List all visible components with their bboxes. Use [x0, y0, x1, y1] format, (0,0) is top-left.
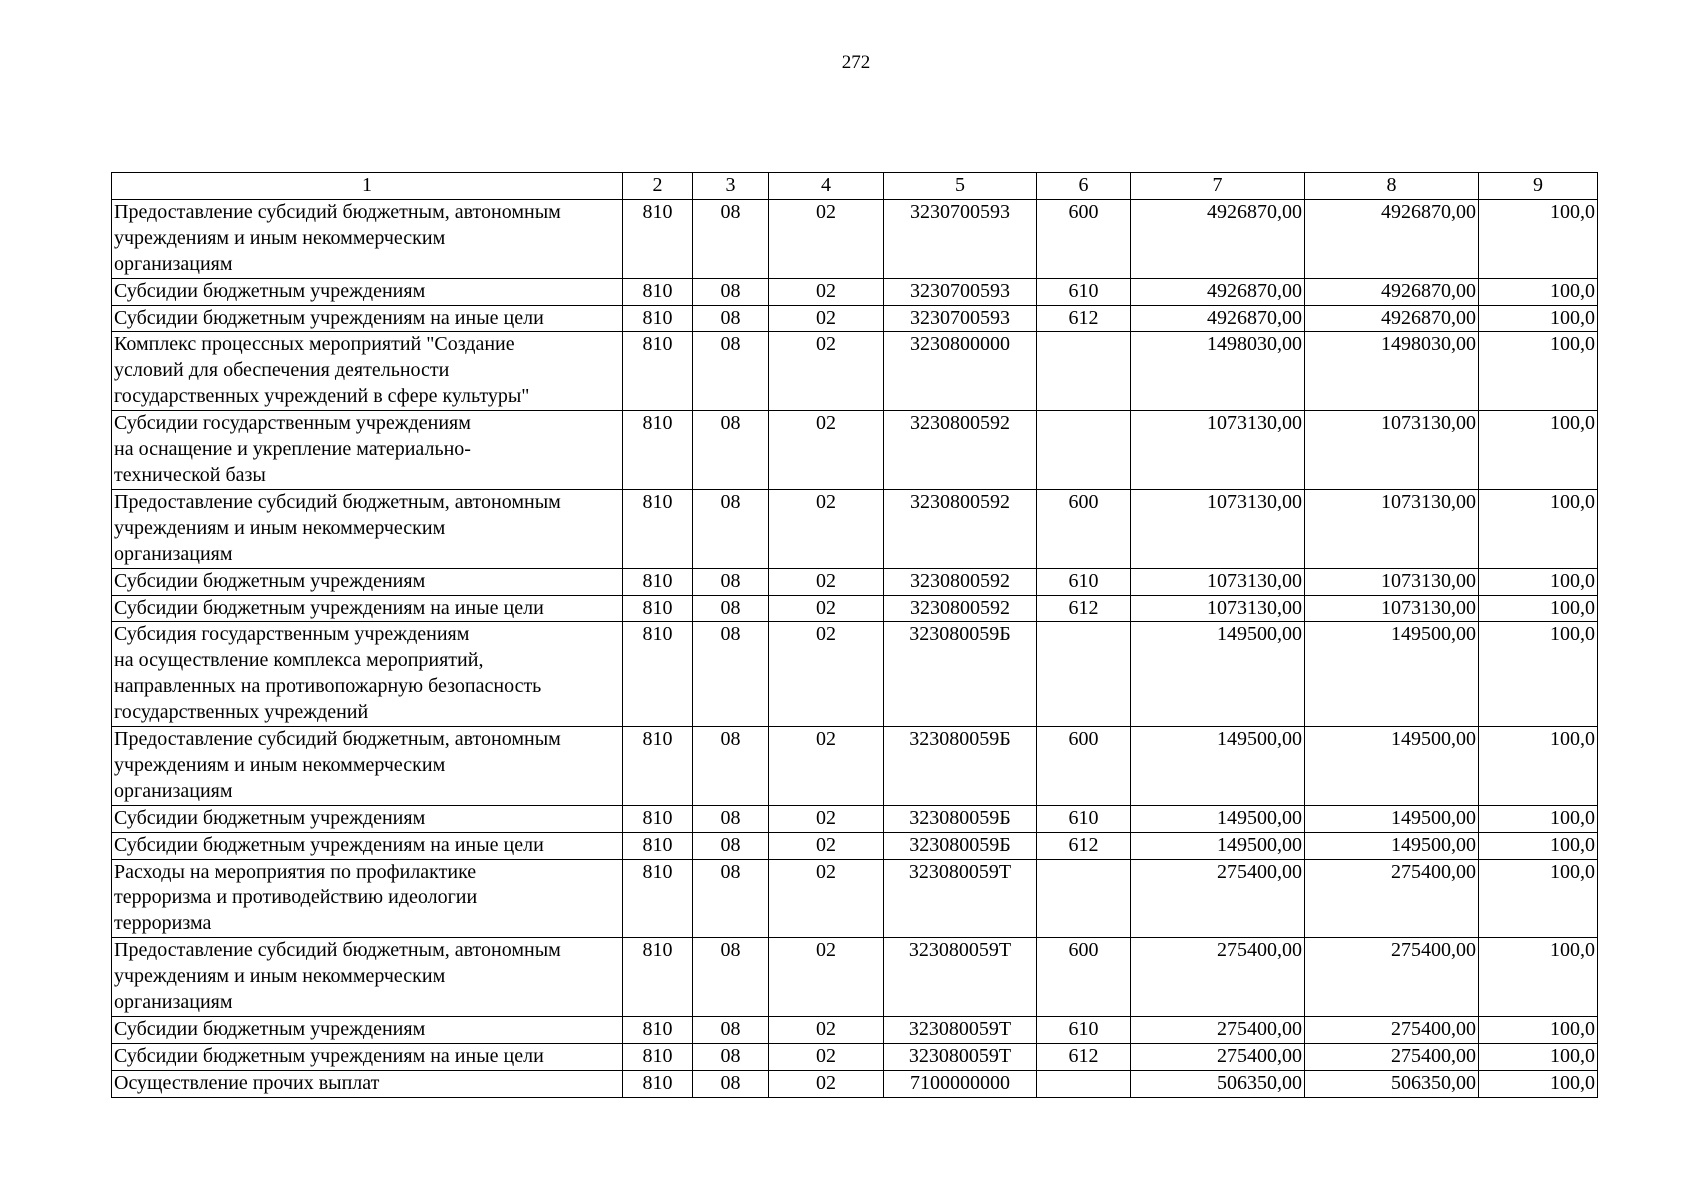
cell-executed-amount: 506350,00: [1305, 1070, 1479, 1097]
cell-item-name: [112, 411, 623, 490]
item-name-line: Субсидии бюджетным учреждениям: [114, 569, 426, 592]
table-row: [112, 305, 1598, 332]
cell-section-code: 08: [693, 305, 769, 332]
cell-section-code: 08: [693, 595, 769, 622]
cell-target-article-code: 7100000000: [884, 1070, 1037, 1097]
cell-executed-amount: 275400,00: [1305, 859, 1479, 938]
cell-expense-type-code: 610: [1037, 805, 1131, 832]
table-row: [112, 938, 1598, 1017]
item-name-line: условий для обеспечения деятельности: [114, 359, 450, 382]
cell-execution-percent: 100,0: [1479, 489, 1598, 568]
cell-planned-amount: 4926870,00: [1131, 305, 1305, 332]
cell-target-article-code: 323080059Т: [884, 1043, 1037, 1070]
cell-expense-type-code: [1037, 622, 1131, 727]
table-row: [112, 278, 1598, 305]
cell-ministry-code: 810: [623, 595, 693, 622]
cell-expense-type-code: [1037, 859, 1131, 938]
cell-ministry-code: 810: [623, 1043, 693, 1070]
cell-executed-amount: 1498030,00: [1305, 332, 1479, 411]
item-name-line: Расходы на мероприятия по профилактике: [114, 860, 477, 883]
cell-execution-percent: 100,0: [1479, 1017, 1598, 1044]
cell-planned-amount: 1073130,00: [1131, 595, 1305, 622]
cell-section-code: 08: [693, 1043, 769, 1070]
table-row: [112, 595, 1598, 622]
cell-section-code: 08: [693, 199, 769, 278]
table-row: [112, 859, 1598, 938]
cell-executed-amount: 149500,00: [1305, 805, 1479, 832]
cell-execution-percent: 100,0: [1479, 332, 1598, 411]
item-name-line: Комплекс процессных мероприятий "Создание: [114, 333, 515, 356]
table-row: [112, 332, 1598, 411]
cell-execution-percent: 100,0: [1479, 411, 1598, 490]
cell-execution-percent: 100,0: [1479, 278, 1598, 305]
cell-expense-type-code: 612: [1037, 305, 1131, 332]
cell-ministry-code: 810: [623, 1017, 693, 1044]
cell-executed-amount: 1073130,00: [1305, 595, 1479, 622]
cell-target-article-code: 3230700593: [884, 278, 1037, 305]
budget-table-body: [112, 199, 1598, 1097]
table-row: [112, 622, 1598, 727]
table-row: [112, 568, 1598, 595]
cell-executed-amount: 275400,00: [1305, 1017, 1479, 1044]
cell-target-article-code: 323080059Б: [884, 622, 1037, 727]
cell-target-article-code: 323080059Б: [884, 832, 1037, 859]
cell-target-article-code: 3230800592: [884, 411, 1037, 490]
cell-expense-type-code: 610: [1037, 1017, 1131, 1044]
cell-target-article-code: 323080059Т: [884, 859, 1037, 938]
cell-execution-percent: 100,0: [1479, 832, 1598, 859]
column-number-1: 1: [112, 173, 623, 200]
cell-item-name: [112, 595, 623, 622]
cell-section-code: 08: [693, 489, 769, 568]
cell-ministry-code: 810: [623, 568, 693, 595]
cell-ministry-code: 810: [623, 832, 693, 859]
cell-planned-amount: 4926870,00: [1131, 199, 1305, 278]
cell-subsection-code: 02: [769, 1043, 884, 1070]
cell-execution-percent: 100,0: [1479, 805, 1598, 832]
cell-subsection-code: 02: [769, 727, 884, 806]
cell-expense-type-code: 610: [1037, 278, 1131, 305]
cell-expense-type-code: 600: [1037, 489, 1131, 568]
cell-planned-amount: 506350,00: [1131, 1070, 1305, 1097]
table-row: [112, 1070, 1598, 1097]
cell-subsection-code: 02: [769, 595, 884, 622]
cell-section-code: 08: [693, 568, 769, 595]
cell-ministry-code: 810: [623, 622, 693, 727]
cell-expense-type-code: 610: [1037, 568, 1131, 595]
cell-planned-amount: 149500,00: [1131, 622, 1305, 727]
table-row: [112, 832, 1598, 859]
cell-subsection-code: 02: [769, 1070, 884, 1097]
cell-section-code: 08: [693, 1017, 769, 1044]
cell-expense-type-code: 612: [1037, 1043, 1131, 1070]
cell-planned-amount: 149500,00: [1131, 832, 1305, 859]
cell-execution-percent: 100,0: [1479, 568, 1598, 595]
cell-section-code: 08: [693, 859, 769, 938]
cell-target-article-code: 3230800592: [884, 595, 1037, 622]
cell-executed-amount: 1073130,00: [1305, 568, 1479, 595]
cell-executed-amount: 4926870,00: [1305, 305, 1479, 332]
cell-item-name: [112, 278, 623, 305]
cell-subsection-code: 02: [769, 305, 884, 332]
cell-subsection-code: 02: [769, 1017, 884, 1044]
cell-subsection-code: 02: [769, 199, 884, 278]
cell-item-name: [112, 1017, 623, 1044]
cell-expense-type-code: 612: [1037, 832, 1131, 859]
cell-executed-amount: 275400,00: [1305, 1043, 1479, 1070]
item-name-line: на осуществление комплекса мероприятий,: [114, 649, 484, 672]
cell-execution-percent: 100,0: [1479, 938, 1598, 1017]
cell-ministry-code: 810: [623, 938, 693, 1017]
item-name-line: Предоставление субсидий бюджетным, автономным: [114, 490, 561, 513]
cell-item-name: [112, 805, 623, 832]
cell-subsection-code: 02: [769, 805, 884, 832]
budget-table: [111, 172, 1598, 1098]
cell-ministry-code: 810: [623, 199, 693, 278]
cell-planned-amount: 275400,00: [1131, 1017, 1305, 1044]
item-name-line: Субсидия государственным учреждениям: [114, 623, 470, 646]
cell-target-article-code: 3230800592: [884, 568, 1037, 595]
cell-target-article-code: 323080059Т: [884, 938, 1037, 1017]
cell-target-article-code: 3230700593: [884, 305, 1037, 332]
item-name-line: Предоставление субсидий бюджетным, автономным: [114, 939, 561, 962]
cell-planned-amount: 275400,00: [1131, 938, 1305, 1017]
cell-target-article-code: 3230800000: [884, 332, 1037, 411]
cell-section-code: 08: [693, 622, 769, 727]
cell-item-name: [112, 859, 623, 938]
cell-item-name: [112, 622, 623, 727]
cell-ministry-code: 810: [623, 727, 693, 806]
cell-item-name: [112, 727, 623, 806]
cell-executed-amount: 149500,00: [1305, 622, 1479, 727]
item-name-line: организациям: [114, 252, 233, 275]
item-name-line: государственных учреждений: [114, 701, 369, 724]
column-number-7: 7: [1131, 173, 1305, 200]
table-row: [112, 1043, 1598, 1070]
cell-planned-amount: 275400,00: [1131, 1043, 1305, 1070]
column-number-row: [112, 173, 1598, 200]
cell-execution-percent: 100,0: [1479, 622, 1598, 727]
item-name-line: Субсидии бюджетным учреждениям на иные цели: [114, 833, 544, 856]
cell-expense-type-code: [1037, 411, 1131, 490]
cell-ministry-code: 810: [623, 489, 693, 568]
cell-execution-percent: 100,0: [1479, 1070, 1598, 1097]
cell-execution-percent: 100,0: [1479, 727, 1598, 806]
cell-ministry-code: 810: [623, 859, 693, 938]
item-name-line: терроризма: [114, 912, 212, 935]
cell-item-name: [112, 199, 623, 278]
cell-expense-type-code: [1037, 1070, 1131, 1097]
item-name-line: учреждениям и иным некоммерческим: [114, 226, 446, 249]
table-row: [112, 1017, 1598, 1044]
item-name-line: Предоставление субсидий бюджетным, автономным: [114, 728, 561, 751]
cell-target-article-code: 323080059Б: [884, 805, 1037, 832]
item-name-line: учреждениям и иным некоммерческим: [114, 965, 446, 988]
cell-expense-type-code: 612: [1037, 595, 1131, 622]
page-number: 272: [841, 52, 871, 73]
cell-ministry-code: 810: [623, 332, 693, 411]
table-row: [112, 727, 1598, 806]
item-name-line: Субсидии бюджетным учреждениям: [114, 279, 426, 302]
table-row: [112, 411, 1598, 490]
cell-expense-type-code: 600: [1037, 727, 1131, 806]
cell-item-name: [112, 1043, 623, 1070]
cell-expense-type-code: 600: [1037, 938, 1131, 1017]
cell-item-name: [112, 568, 623, 595]
cell-item-name: [112, 305, 623, 332]
item-name-line: на оснащение и укрепление материально-: [114, 438, 471, 461]
cell-subsection-code: 02: [769, 332, 884, 411]
cell-subsection-code: 02: [769, 411, 884, 490]
cell-planned-amount: 1498030,00: [1131, 332, 1305, 411]
item-name-line: терроризма и противодействию идеологии: [114, 886, 478, 909]
item-name-line: Предоставление субсидий бюджетным, автономным: [114, 200, 561, 223]
item-name-line: учреждениям и иным некоммерческим: [114, 753, 446, 776]
cell-executed-amount: 4926870,00: [1305, 199, 1479, 278]
cell-section-code: 08: [693, 832, 769, 859]
item-name-line: Субсидии государственным учреждениям: [114, 412, 471, 435]
cell-ministry-code: 810: [623, 305, 693, 332]
cell-ministry-code: 810: [623, 1070, 693, 1097]
cell-section-code: 08: [693, 411, 769, 490]
cell-item-name: [112, 938, 623, 1017]
cell-item-name: [112, 489, 623, 568]
cell-section-code: 08: [693, 332, 769, 411]
item-name-line: организациям: [114, 542, 233, 565]
item-name-line: государственных учреждений в сфере культуры": [114, 385, 530, 408]
cell-planned-amount: 149500,00: [1131, 805, 1305, 832]
column-number-9: 9: [1479, 173, 1598, 200]
table-row: [112, 805, 1598, 832]
cell-target-article-code: 3230800592: [884, 489, 1037, 568]
cell-expense-type-code: [1037, 332, 1131, 411]
cell-executed-amount: 149500,00: [1305, 832, 1479, 859]
column-number-6: 6: [1037, 173, 1131, 200]
cell-expense-type-code: 600: [1037, 199, 1131, 278]
column-number-8: 8: [1305, 173, 1479, 200]
item-name-line: Осуществление прочих выплат: [114, 1071, 380, 1094]
cell-section-code: 08: [693, 727, 769, 806]
cell-section-code: 08: [693, 938, 769, 1017]
column-number-3: 3: [693, 173, 769, 200]
cell-executed-amount: 1073130,00: [1305, 489, 1479, 568]
item-name-line: Субсидии бюджетным учреждениям на иные цели: [114, 596, 544, 619]
column-number-2: 2: [623, 173, 693, 200]
cell-item-name: [112, 832, 623, 859]
column-number-5: 5: [884, 173, 1037, 200]
cell-executed-amount: 4926870,00: [1305, 278, 1479, 305]
item-name-line: Субсидии бюджетным учреждениям на иные цели: [114, 306, 544, 329]
cell-subsection-code: 02: [769, 859, 884, 938]
cell-subsection-code: 02: [769, 489, 884, 568]
item-name-line: организациям: [114, 779, 233, 802]
cell-subsection-code: 02: [769, 832, 884, 859]
cell-subsection-code: 02: [769, 938, 884, 1017]
cell-section-code: 08: [693, 805, 769, 832]
cell-execution-percent: 100,0: [1479, 1043, 1598, 1070]
item-name-line: Субсидии бюджетным учреждениям: [114, 806, 426, 829]
item-name-line: Субсидии бюджетным учреждениям на иные цели: [114, 1044, 544, 1067]
table-row: [112, 199, 1598, 278]
item-name-line: организациям: [114, 991, 233, 1014]
cell-executed-amount: 275400,00: [1305, 938, 1479, 1017]
cell-executed-amount: 1073130,00: [1305, 411, 1479, 490]
cell-item-name: [112, 332, 623, 411]
cell-ministry-code: 810: [623, 805, 693, 832]
item-name-line: Субсидии бюджетным учреждениям: [114, 1018, 426, 1040]
cell-target-article-code: 323080059Т: [884, 1017, 1037, 1044]
item-name-line: технической базы: [114, 463, 266, 486]
cell-planned-amount: 1073130,00: [1131, 489, 1305, 568]
item-name-line: направленных на противопожарную безопасность: [114, 675, 542, 698]
cell-executed-amount: 149500,00: [1305, 727, 1479, 806]
cell-target-article-code: 323080059Б: [884, 727, 1037, 806]
cell-subsection-code: 02: [769, 568, 884, 595]
cell-planned-amount: 1073130,00: [1131, 568, 1305, 595]
cell-execution-percent: 100,0: [1479, 305, 1598, 332]
cell-execution-percent: 100,0: [1479, 595, 1598, 622]
cell-planned-amount: 275400,00: [1131, 859, 1305, 938]
cell-execution-percent: 100,0: [1479, 199, 1598, 278]
cell-execution-percent: 100,0: [1479, 859, 1598, 938]
item-name-line: учреждениям и иным некоммерческим: [114, 516, 446, 539]
cell-item-name: [112, 1070, 623, 1097]
cell-planned-amount: 4926870,00: [1131, 278, 1305, 305]
cell-target-article-code: 3230700593: [884, 199, 1037, 278]
column-number-4: 4: [769, 173, 884, 200]
cell-planned-amount: 149500,00: [1131, 727, 1305, 806]
cell-planned-amount: 1073130,00: [1131, 411, 1305, 490]
cell-ministry-code: 810: [623, 411, 693, 490]
table-row: [112, 489, 1598, 568]
cell-subsection-code: 02: [769, 622, 884, 727]
cell-ministry-code: 810: [623, 278, 693, 305]
cell-section-code: 08: [693, 278, 769, 305]
cell-subsection-code: 02: [769, 278, 884, 305]
cell-section-code: 08: [693, 1070, 769, 1097]
